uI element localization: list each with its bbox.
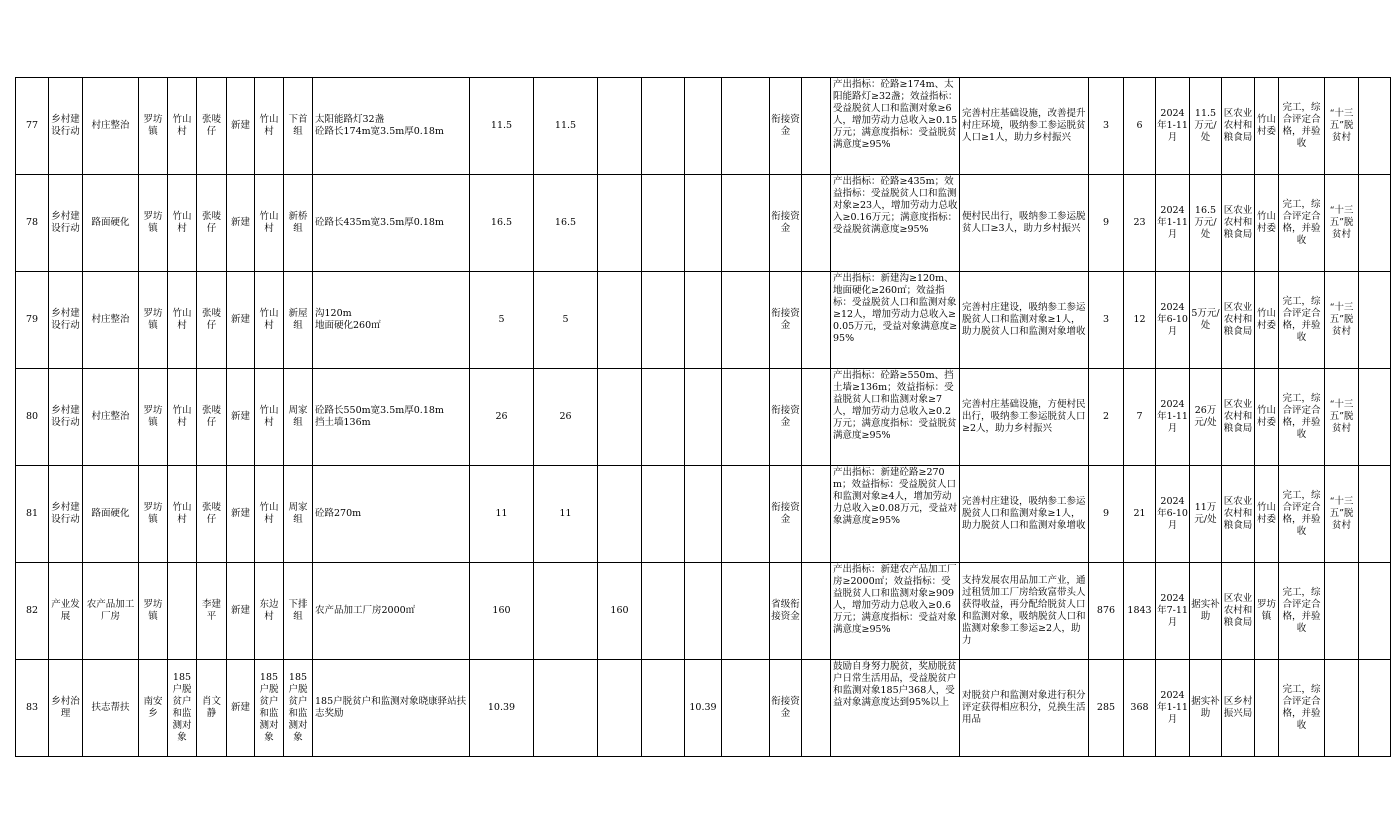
- cell-c1: [534, 563, 598, 660]
- cell-blank2: [1359, 175, 1391, 272]
- cell-person: 肖文静: [197, 660, 227, 757]
- cell-c3: [642, 78, 685, 175]
- cell-note: “十三五”脱贫村: [1325, 272, 1359, 369]
- cell-perf: 产出指标：砼路≥174m、太阳能路灯≥32盏；效益指标：受益脱贫人口和监测对象≥6人，增加劳动力总收入≥0.15万元；满意度指标：受益脱贫满意度≥95%: [831, 78, 960, 175]
- table-row: [16, 78, 1391, 175]
- cell-n2: 1843: [1124, 563, 1156, 660]
- cell-blank: [802, 563, 831, 660]
- cell-c1: 11: [534, 466, 598, 563]
- cell-unit: [1255, 660, 1279, 757]
- cell-loc_g: 新屋组: [284, 272, 313, 369]
- cell-std: 26万元/处: [1190, 369, 1222, 466]
- cell-person: 张唛仔: [197, 272, 227, 369]
- cell-c2: [598, 466, 642, 563]
- cell-c2: [598, 660, 642, 757]
- cell-c5: [722, 272, 770, 369]
- cell-town: 南安乡: [139, 660, 168, 757]
- cell-total: 11.5: [470, 78, 534, 175]
- cell-benefit: 完善村庄建设，吸纳参工参运脱贫人口和监测对象≥1人，助力脱贫人口和监测对象增收: [960, 272, 1089, 369]
- cell-benefit: 完善村庄建设，吸纳参工参运脱贫人口和监测对象≥1人，助力脱贫人口和监测对象增收: [960, 466, 1089, 563]
- cell-person: 张唛仔: [197, 466, 227, 563]
- cell-c4: 10.39: [685, 660, 722, 757]
- cell-period: 2024年1-11月: [1156, 369, 1190, 466]
- cell-n2: 368: [1124, 660, 1156, 757]
- cell-cat: 乡村建设行动: [49, 369, 83, 466]
- table-body: [16, 78, 1391, 757]
- cell-c2: 160: [598, 563, 642, 660]
- cell-perf: 产出指标：新建砼路≥270m；效益指标：受益脱贫人口和监测对象≥4人，增加劳动力总收入≥0.08万元，受益对象满意度≥95%: [831, 466, 960, 563]
- cell-std: 11万元/处: [1190, 466, 1222, 563]
- cell-accept: 完工，综合评定合格，并验收: [1279, 272, 1325, 369]
- cell-perf: 鼓励自身努力脱贫，奖励脱贫户日常生活用品，受益脱贫户和监测对象185户368人，受益对象满意度达到95%以上: [831, 660, 960, 757]
- cell-town: 罗坊镇: [139, 466, 168, 563]
- cell-accept: 完工，综合评定合格，并验收: [1279, 175, 1325, 272]
- cell-std: 16.5万元/处: [1190, 175, 1222, 272]
- cell-content: 农产品加工厂房2000㎡: [313, 563, 470, 660]
- cell-type: 新建: [227, 660, 255, 757]
- cell-sub: 路面硬化: [83, 175, 139, 272]
- cell-loc_g: 下首组: [284, 78, 313, 175]
- cell-blank2: [1359, 660, 1391, 757]
- cell-person: 张唛仔: [197, 175, 227, 272]
- cell-loc_v: 竹山村: [255, 272, 284, 369]
- cell-type: 新建: [227, 369, 255, 466]
- cell-village: 185户脱贫户和监测对象: [168, 660, 197, 757]
- cell-loc_g: 下排组: [284, 563, 313, 660]
- cell-total: 10.39: [470, 660, 534, 757]
- cell-no: 81: [16, 466, 49, 563]
- cell-unit: 罗坊镇: [1255, 563, 1279, 660]
- cell-cat: 乡村建设行动: [49, 78, 83, 175]
- cell-dept: 区农业农村和粮食局: [1222, 175, 1255, 272]
- cell-c3: [642, 660, 685, 757]
- cell-benefit: 完善村庄基础设施，改善提升村庄环境，吸纳参工参运脱贫人口≥1人，助力乡村振兴: [960, 78, 1089, 175]
- cell-accept: 完工，综合评定合格，并验收: [1279, 369, 1325, 466]
- cell-fund: 衔接资金: [770, 369, 802, 466]
- cell-village: 竹山村: [168, 369, 197, 466]
- cell-village: 竹山村: [168, 272, 197, 369]
- cell-type: 新建: [227, 78, 255, 175]
- cell-type: 新建: [227, 175, 255, 272]
- cell-blank: [802, 369, 831, 466]
- cell-n1: 3: [1089, 78, 1124, 175]
- table-row: [16, 563, 1391, 660]
- cell-c1: [534, 660, 598, 757]
- cell-note: “十三五”脱贫村: [1325, 78, 1359, 175]
- cell-c5: [722, 369, 770, 466]
- cell-n1: 876: [1089, 563, 1124, 660]
- cell-perf: 产出指标：砼路≥550m、挡土墙≥136m；效益指标：受益脱贫人口和监测对象≥7人，增加劳动力总收入≥0.2万元；满意度指标：受益脱贫满意度≥95%: [831, 369, 960, 466]
- cell-unit: 竹山村委: [1255, 175, 1279, 272]
- cell-c3: [642, 466, 685, 563]
- cell-c4: [685, 272, 722, 369]
- cell-content: 太阳能路灯32盏 砼路长174m宽3.5m厚0.18m: [313, 78, 470, 175]
- cell-period: 2024年1-11月: [1156, 78, 1190, 175]
- cell-period: 2024年1-11月: [1156, 175, 1190, 272]
- cell-cat: 乡村建设行动: [49, 272, 83, 369]
- cell-note: [1325, 563, 1359, 660]
- cell-no: 79: [16, 272, 49, 369]
- cell-c1: 26: [534, 369, 598, 466]
- cell-no: 80: [16, 369, 49, 466]
- cell-std: 据实补助: [1190, 563, 1222, 660]
- cell-total: 16.5: [470, 175, 534, 272]
- cell-content: 185户脱贫户和监测对象晓康驿站扶志奖励: [313, 660, 470, 757]
- cell-c5: [722, 78, 770, 175]
- cell-perf: 产出指标：新建沟≥120m、地面硬化≥260㎡；效益指标：受益脱贫人口和监测对象≥12人，增加劳动力总收入≥0.05万元，受益对象满意度≥95%: [831, 272, 960, 369]
- cell-period: 2024年7-11月: [1156, 563, 1190, 660]
- cell-std: 5万元/处: [1190, 272, 1222, 369]
- cell-blank: [802, 660, 831, 757]
- cell-c4: [685, 175, 722, 272]
- cell-benefit: 对脱贫户和监测对象进行积分评定获得相应积分，兑换生活用品: [960, 660, 1089, 757]
- cell-loc_v: 竹山村: [255, 369, 284, 466]
- cell-sub: 村庄整治: [83, 272, 139, 369]
- cell-loc_v: 竹山村: [255, 466, 284, 563]
- cell-content: 砼路长550m宽3.5m厚0.18m 挡土墙136m: [313, 369, 470, 466]
- cell-loc_v: 竹山村: [255, 175, 284, 272]
- project-table: [15, 77, 1391, 757]
- cell-blank: [802, 175, 831, 272]
- cell-total: 11: [470, 466, 534, 563]
- cell-c3: [642, 369, 685, 466]
- cell-accept: 完工，综合评定合格，并验收: [1279, 660, 1325, 757]
- cell-cat: 乡村治理: [49, 660, 83, 757]
- cell-loc_g: 新桥组: [284, 175, 313, 272]
- cell-c4: [685, 369, 722, 466]
- cell-unit: 竹山村委: [1255, 466, 1279, 563]
- cell-unit: 竹山村委: [1255, 78, 1279, 175]
- cell-dept: 区农业农村和粮食局: [1222, 563, 1255, 660]
- cell-note: “十三五”脱贫村: [1325, 369, 1359, 466]
- cell-c2: [598, 175, 642, 272]
- cell-village: 竹山村: [168, 175, 197, 272]
- cell-blank2: [1359, 466, 1391, 563]
- cell-note: “十三五”脱贫村: [1325, 466, 1359, 563]
- cell-note: [1325, 660, 1359, 757]
- cell-fund: 衔接资金: [770, 272, 802, 369]
- cell-c1: 5: [534, 272, 598, 369]
- cell-c5: [722, 175, 770, 272]
- cell-n1: 2: [1089, 369, 1124, 466]
- cell-cat: 产业发展: [49, 563, 83, 660]
- cell-n2: 23: [1124, 175, 1156, 272]
- cell-c2: [598, 78, 642, 175]
- cell-loc_g: 185户脱贫户和监测对象: [284, 660, 313, 757]
- cell-benefit: 支持发展农用品加工产业，通过租赁加工厂房给致富带头人获得收益，再分配给脱贫人口和监测对象，吸纳脱贫人口和监测对象参工参运≥2人，助力: [960, 563, 1089, 660]
- cell-sub: 扶志帮扶: [83, 660, 139, 757]
- cell-dept: 区农业农村和粮食局: [1222, 78, 1255, 175]
- cell-fund: 衔接资金: [770, 78, 802, 175]
- table-row: [16, 175, 1391, 272]
- cell-blank2: [1359, 78, 1391, 175]
- cell-accept: 完工，综合评定合格，并验收: [1279, 563, 1325, 660]
- cell-type: 新建: [227, 466, 255, 563]
- cell-fund: 衔接资金: [770, 466, 802, 563]
- table-row: [16, 660, 1391, 757]
- cell-cat: 乡村建设行动: [49, 175, 83, 272]
- cell-town: 罗坊镇: [139, 563, 168, 660]
- cell-dept: 区农业农村和粮食局: [1222, 369, 1255, 466]
- cell-person: 张唛仔: [197, 369, 227, 466]
- cell-cat: 乡村建设行动: [49, 466, 83, 563]
- cell-no: 78: [16, 175, 49, 272]
- cell-town: 罗坊镇: [139, 272, 168, 369]
- cell-town: 罗坊镇: [139, 369, 168, 466]
- cell-std: 据实补助: [1190, 660, 1222, 757]
- cell-blank: [802, 466, 831, 563]
- cell-loc_g: 周家组: [284, 466, 313, 563]
- cell-c3: [642, 175, 685, 272]
- cell-total: 26: [470, 369, 534, 466]
- cell-n2: 7: [1124, 369, 1156, 466]
- cell-blank: [802, 78, 831, 175]
- cell-loc_v: 东边村: [255, 563, 284, 660]
- cell-type: 新建: [227, 563, 255, 660]
- cell-accept: 完工，综合评定合格，并验收: [1279, 78, 1325, 175]
- cell-n2: 12: [1124, 272, 1156, 369]
- cell-fund: 省级衔接资金: [770, 563, 802, 660]
- cell-unit: 竹山村委: [1255, 369, 1279, 466]
- cell-content: 砼路长435m宽3.5m厚0.18m: [313, 175, 470, 272]
- cell-sub: 农产品加工厂房: [83, 563, 139, 660]
- cell-c2: [598, 272, 642, 369]
- cell-dept: 区农业农村和粮食局: [1222, 272, 1255, 369]
- cell-benefit: 便村民出行，吸纳参工参运脱贫人口≥3人，助力乡村振兴: [960, 175, 1089, 272]
- cell-c1: 16.5: [534, 175, 598, 272]
- cell-n1: 9: [1089, 175, 1124, 272]
- cell-period: 2024年6-10月: [1156, 272, 1190, 369]
- cell-content: 砼路270m: [313, 466, 470, 563]
- table-row: [16, 369, 1391, 466]
- cell-no: 83: [16, 660, 49, 757]
- cell-loc_v: 185户脱贫户和监测对象: [255, 660, 284, 757]
- cell-perf: 产出指标：砼路≥435m；效益指标：受益脱贫人口和监测对象≥23人，增加劳动力总收入≥0.16万元；满意度指标：受益脱贫满意度≥95%: [831, 175, 960, 272]
- cell-sub: 路面硬化: [83, 466, 139, 563]
- cell-blank: [802, 272, 831, 369]
- table-row: [16, 272, 1391, 369]
- cell-sub: 村庄整治: [83, 369, 139, 466]
- cell-c4: [685, 563, 722, 660]
- cell-period: 2024年1-11月: [1156, 660, 1190, 757]
- cell-blank2: [1359, 369, 1391, 466]
- cell-town: 罗坊镇: [139, 175, 168, 272]
- table-row: [16, 466, 1391, 563]
- cell-c2: [598, 369, 642, 466]
- cell-n2: 21: [1124, 466, 1156, 563]
- cell-blank2: [1359, 272, 1391, 369]
- cell-fund: 衔接资金: [770, 175, 802, 272]
- cell-c4: [685, 78, 722, 175]
- cell-accept: 完工，综合评定合格，并验收: [1279, 466, 1325, 563]
- cell-dept: 区农业农村和粮食局: [1222, 466, 1255, 563]
- cell-total: 160: [470, 563, 534, 660]
- cell-village: [168, 563, 197, 660]
- cell-benefit: 完善村庄基础设施，方便村民出行，吸纳参工参运脱贫人口≥2人，助力乡村振兴: [960, 369, 1089, 466]
- cell-perf: 产出指标：新建农产品加工厂房≥2000㎡；效益指标：受益脱贫人口和监测对象≥909人，增加劳动力总收入≥0.6万元；满意度指标：受益对象满意度≥95%: [831, 563, 960, 660]
- cell-no: 82: [16, 563, 49, 660]
- cell-c5: [722, 563, 770, 660]
- cell-n1: 3: [1089, 272, 1124, 369]
- cell-person: 李建平: [197, 563, 227, 660]
- cell-c1: 11.5: [534, 78, 598, 175]
- cell-std: 11.5万元/处: [1190, 78, 1222, 175]
- cell-type: 新建: [227, 272, 255, 369]
- cell-village: 竹山村: [168, 78, 197, 175]
- cell-dept: 区乡村振兴局: [1222, 660, 1255, 757]
- cell-content: 沟120m 地面硬化260㎡: [313, 272, 470, 369]
- cell-loc_v: 竹山村: [255, 78, 284, 175]
- cell-period: 2024年6-10月: [1156, 466, 1190, 563]
- cell-fund: 衔接资金: [770, 660, 802, 757]
- cell-c3: [642, 272, 685, 369]
- cell-total: 5: [470, 272, 534, 369]
- cell-c3: [642, 563, 685, 660]
- cell-person: 张唛仔: [197, 78, 227, 175]
- cell-village: 竹山村: [168, 466, 197, 563]
- cell-c4: [685, 466, 722, 563]
- cell-no: 77: [16, 78, 49, 175]
- cell-blank2: [1359, 563, 1391, 660]
- cell-n2: 6: [1124, 78, 1156, 175]
- cell-c5: [722, 660, 770, 757]
- cell-c5: [722, 466, 770, 563]
- cell-unit: 竹山村委: [1255, 272, 1279, 369]
- cell-loc_g: 周家组: [284, 369, 313, 466]
- cell-n1: 9: [1089, 466, 1124, 563]
- cell-note: “十三五”脱贫村: [1325, 175, 1359, 272]
- cell-n1: 285: [1089, 660, 1124, 757]
- cell-town: 罗坊镇: [139, 78, 168, 175]
- cell-sub: 村庄整治: [83, 78, 139, 175]
